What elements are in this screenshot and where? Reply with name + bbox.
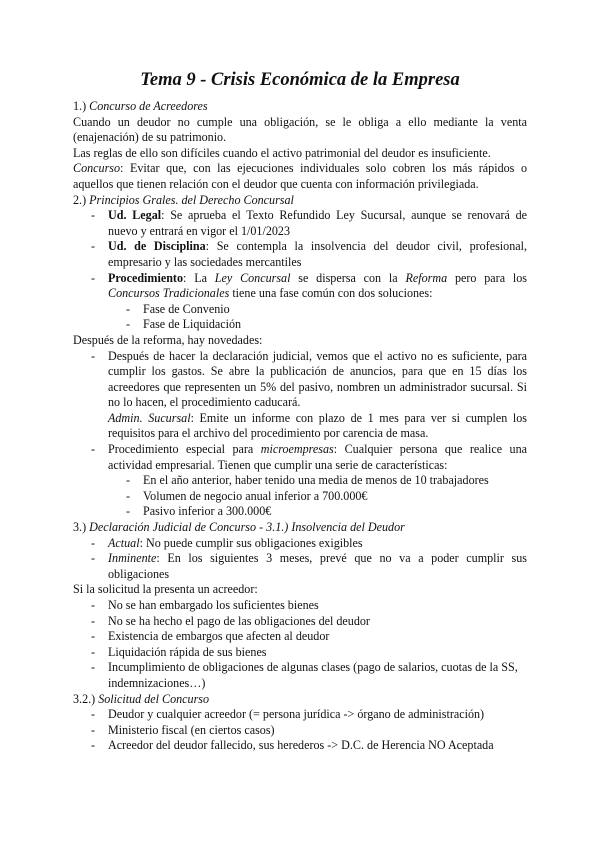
list-item: [73, 551, 527, 582]
item-term: Inminente: [108, 551, 157, 566]
item-text: tiene una fase común con dos soluciones:: [229, 286, 433, 301]
item-text: pero para los: [447, 270, 527, 285]
section-2-number: 2.): [73, 192, 90, 207]
section-3-1-title: 3.1.) Insolvencia del Deudor: [266, 520, 405, 535]
page-title: Tema 9 - Crisis Económica de la Empresa: [140, 70, 460, 90]
reform-list: [73, 349, 527, 411]
list-item: - Incumplimiento de obligaciones de algunas clases (pago de salarios, cuotas de la SS, indemnizaciones…): [73, 660, 527, 691]
item-text: se dispersa con la: [290, 270, 406, 285]
item-italic-text: microempresas: [260, 442, 334, 457]
section-3-2-title: Solicitud del Concurso: [98, 691, 210, 706]
section-2-heading: [73, 193, 527, 209]
concurso-term: Concurso: [73, 161, 121, 176]
list-item: [73, 208, 527, 239]
list-item: - Pasivo inferior a 300.000€: [73, 504, 527, 520]
list-item: - Deudor y cualquier acreedor (= persona jurídica -> órgano de administración): [73, 707, 527, 723]
list-item: - Fase de Convenio: [73, 302, 527, 318]
admin-note: [73, 411, 527, 442]
item-term: Ud. de Disciplina: [108, 239, 206, 254]
list-item: [73, 271, 527, 302]
item-italic-text: Ley Concursal: [214, 270, 291, 285]
s1-paragraph-1: Cuando un deudor no cumple una obligación, se le obliga a ello mediante la venta (enajenación) de su patrimonio.: [73, 114, 527, 145]
list-item: - Fase de Liquidación: [73, 317, 527, 333]
solicitud-list: [73, 707, 527, 754]
list-item: - Liquidación rápida de sus bienes: [73, 645, 527, 661]
section-1-title: Concurso de Acreedores: [89, 99, 208, 113]
section-3-separator: -: [256, 520, 267, 535]
list-item: - No se ha hecho el pago de las obligaciones del deudor: [73, 614, 527, 630]
s1-paragraph-3: [73, 161, 527, 192]
reform-intro: Después de la reforma, hay novedades:: [73, 332, 263, 347]
list-item: [73, 536, 527, 552]
section-3-title: Declaración Judicial de Concurso: [89, 520, 257, 535]
section-2-title: Principios Grales. del Derecho Concursal: [89, 192, 294, 207]
list-item: - En el año anterior, haber tenido una media de menos de 10 trabajadores: [73, 473, 527, 489]
item-term: Ud. Legal: [108, 208, 162, 223]
admin-term: Admin. Sucursal: [108, 410, 191, 425]
section-1-heading: [73, 99, 527, 115]
phases-list: [73, 302, 527, 333]
section-3-heading: [73, 520, 527, 536]
concurso-definition: : Evitar que, con las ejecuciones individuales solo cobren los más rápidos o aquellos que tienen relación con el deudor que cuenta con información privilegiada.: [73, 161, 527, 191]
list-item: - Acreedor del deudor fallecido, sus herederos -> D.C. de Herencia NO Aceptada: [73, 738, 527, 754]
list-item: - Existencia de embargos que afecten al deudor: [73, 629, 527, 645]
acreedor-intro: Si la solicitud la presenta un acreedor:: [73, 582, 258, 597]
list-item: - Después de hacer la declaración judicial, vemos que el activo no es suficiente, para cumplir los gastos. Se abre la publicación de anuncios, para que en 15 días los acreedores que representen un 5% del pasivo, nombren un administrador sucursal. Si no lo hacen, el procedimiento caducará.: [73, 349, 527, 411]
insolvency-list: [73, 536, 527, 583]
item-text: : Se aprueba el Texto Refundido Ley Sucursal, aunque se renovará de nuevo y entrará en vigor el 1/01/2023: [108, 208, 527, 238]
item-term: Procedimiento: [108, 270, 184, 285]
list-item: [73, 442, 527, 473]
list-item: - Volumen de negocio anual inferior a 700.000€: [73, 489, 527, 505]
item-italic-text: Concursos Tradicionales: [108, 286, 230, 301]
list-item: - No se han embargado los suficientes bienes: [73, 598, 527, 614]
item-text: : La: [183, 270, 215, 285]
item-text: : Se contempla la insolvencia del deudor civil, profesional, empresario y las sociedades mercantiles: [108, 239, 527, 269]
reform-list-2: [73, 442, 527, 473]
s1-paragraph-2: Las reglas de ello son difíciles cuando el activo patrimonial del deudor es insuficiente.: [73, 145, 491, 160]
section-3-2-heading: [73, 692, 527, 708]
item-text: : No puede cumplir sus obligaciones exigibles: [139, 535, 363, 550]
admin-text: : Emite un informe con plazo de 1 mes para ver si cumplen los requisitos para el archivo del procedimiento por carencia de masa.: [108, 410, 528, 441]
item-italic-text: Reforma: [405, 270, 448, 285]
section-1-number: 1.): [73, 99, 90, 113]
document-page: [73, 70, 527, 754]
list-item: [73, 239, 527, 270]
list-item: - Ministerio fiscal (en ciertos casos): [73, 723, 527, 739]
principles-list: [73, 208, 527, 302]
item-text: : Cualquier persona que realice una actividad empresarial. Tienen que cumplir una serie de características:: [108, 442, 528, 472]
acreedor-list: [73, 598, 527, 692]
item-text: Procedimiento especial para: [108, 442, 261, 457]
microempresa-list: [73, 473, 527, 520]
item-text: : En los siguientes 3 meses, prevé que no va a poder cumplir sus obligaciones: [108, 551, 527, 581]
section-3-2-number: 3.2.): [73, 691, 99, 706]
item-term: Actual: [108, 535, 140, 550]
section-3-number: 3.): [73, 520, 90, 535]
